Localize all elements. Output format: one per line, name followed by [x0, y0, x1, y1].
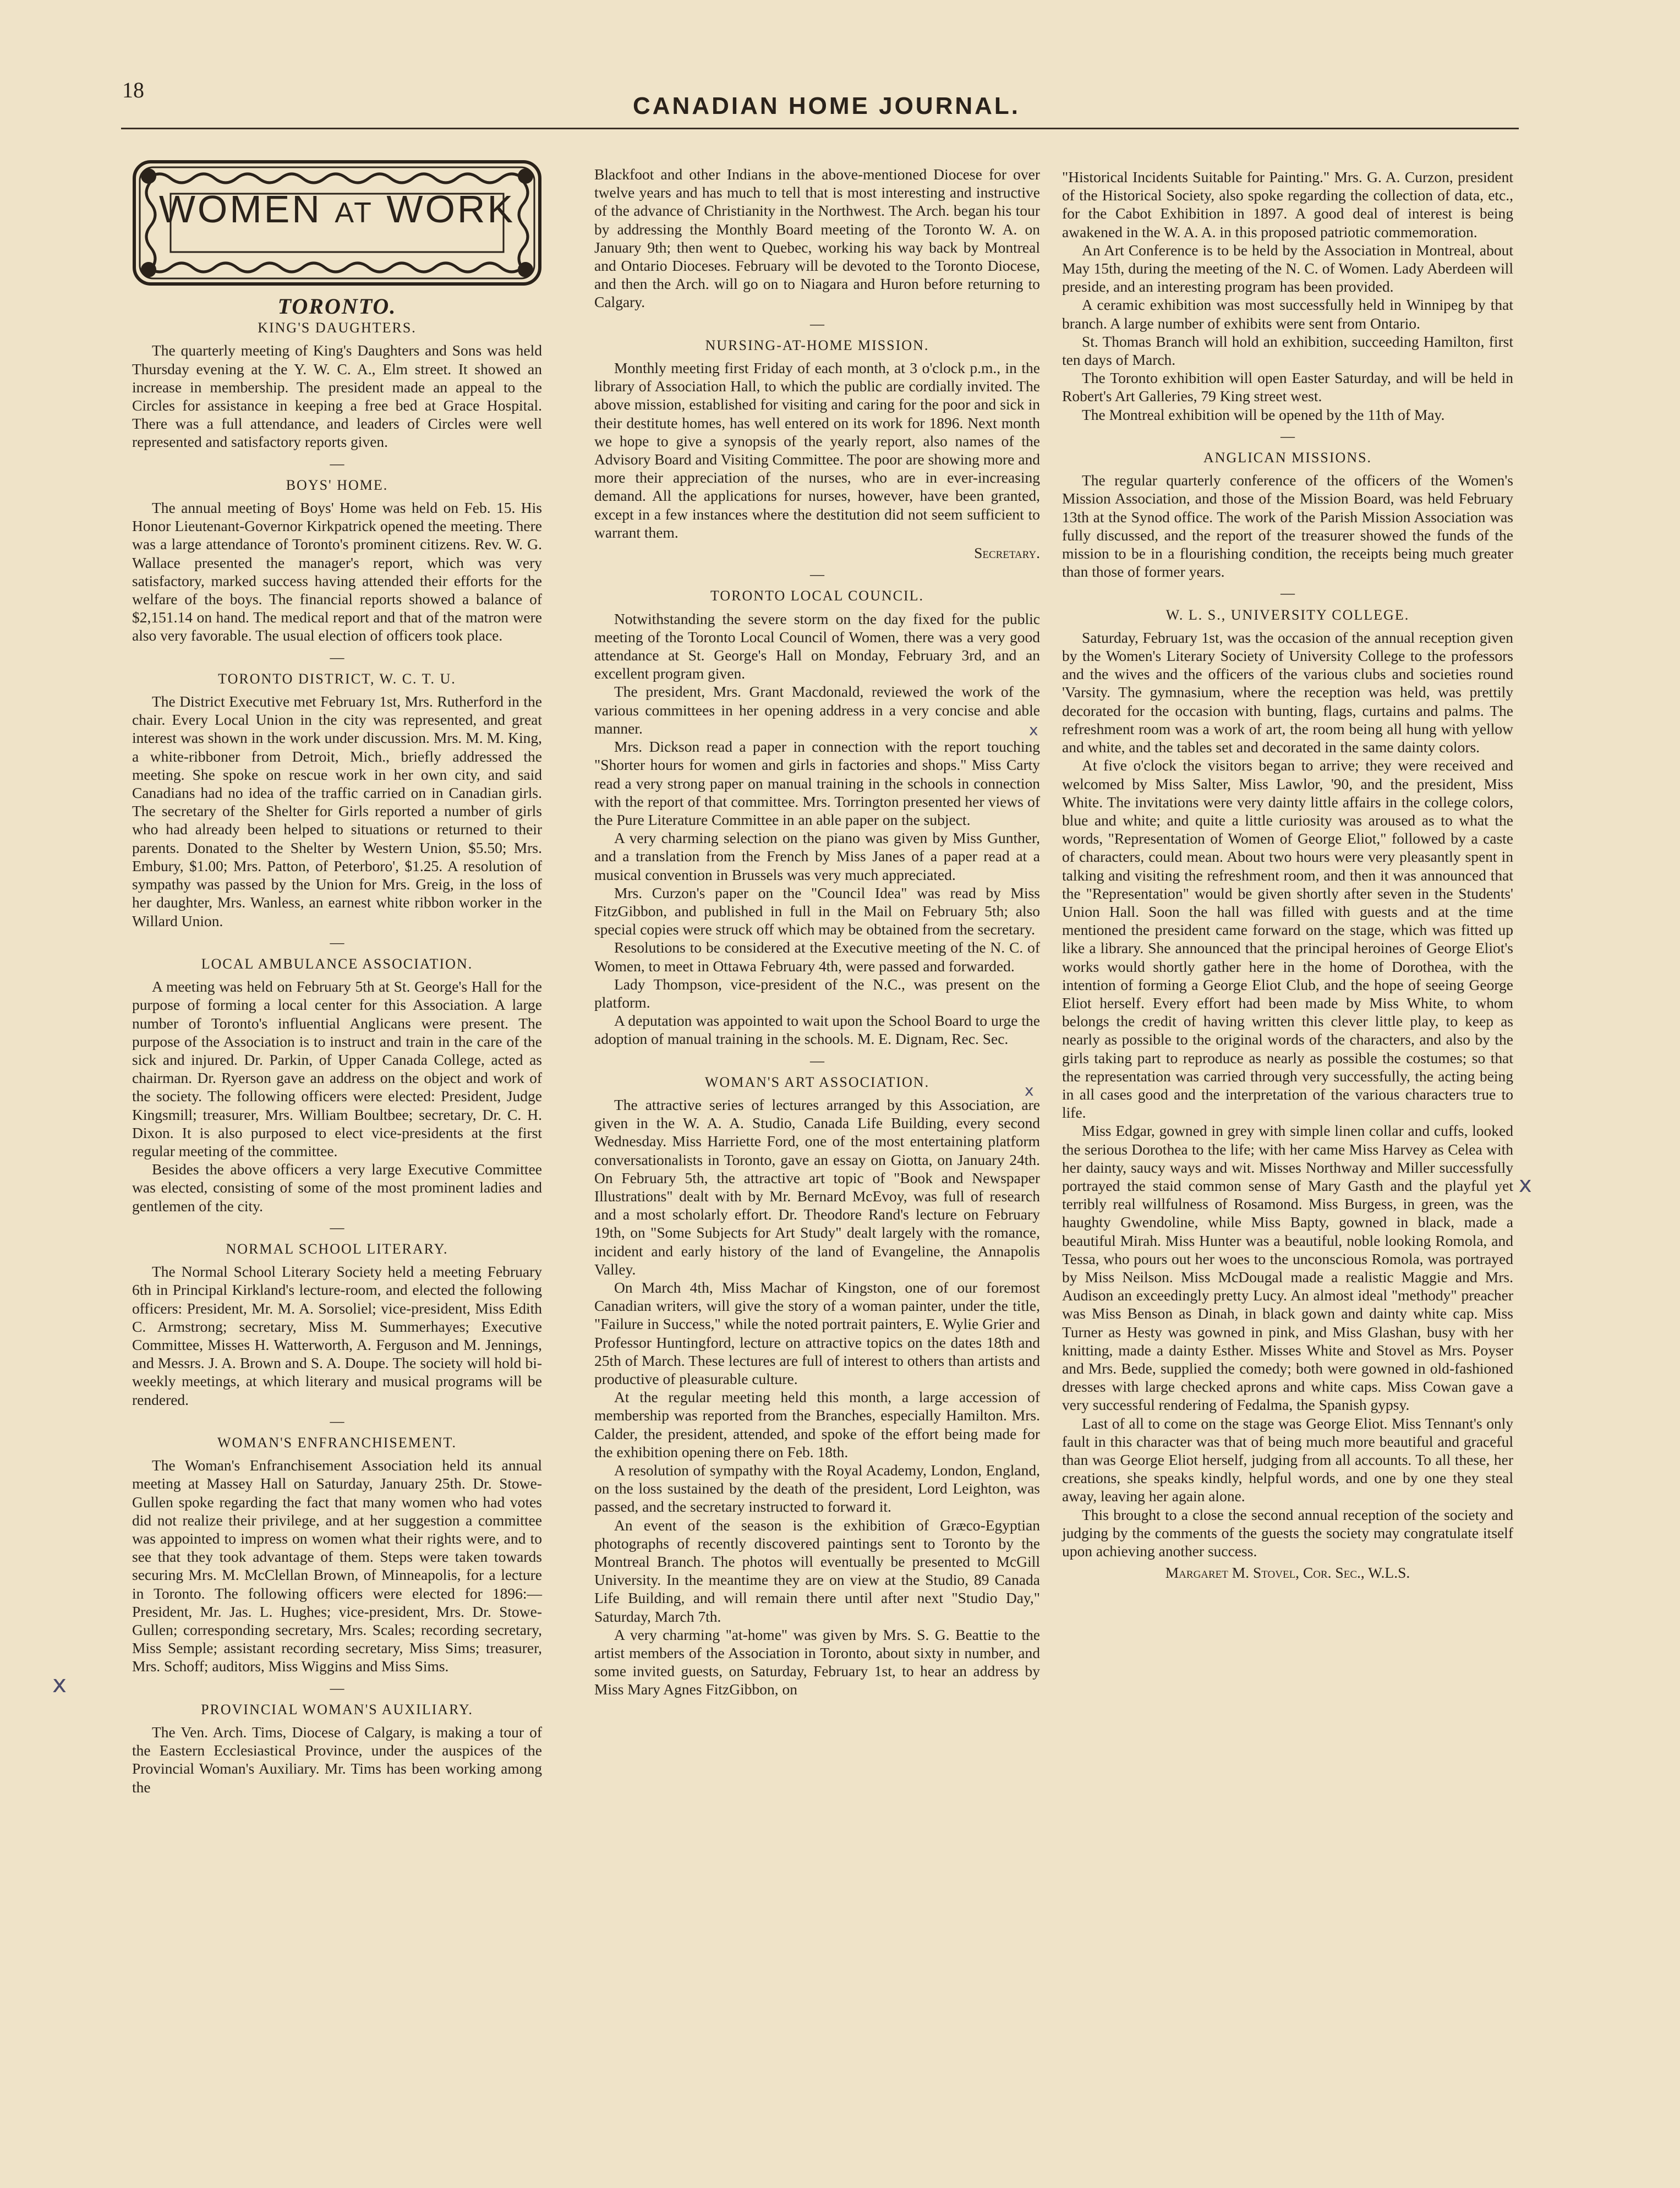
- column-2-body: [594, 165, 1040, 1699]
- city-heading: TORONTO.: [277, 294, 397, 319]
- paragraph: Resolutions to be considered at the Executive meeting of the N. C. of Women, to meet in Ottawa February 4th, were passed and forwarded.: [594, 939, 1040, 975]
- paragraph: The Normal School Literary Society held a meeting February 6th in Principal Kirkland's lecture-room, and elected the following officers: President, Mr. M. A. Sorsoliel; vice-president, Miss Edith C. Armstrong; secretary, Miss M. Summerhayes; Executive Committee, Misses H. Watterworth, A. Ferguson and M. Jennings, and Messrs. J. A. Brown and S. A. Doupe. The society will hold bi-weekly meetings, at which literary and musical programs will be rendered.: [132, 1263, 542, 1408]
- column-2: [594, 165, 1040, 1699]
- paragraph: This brought to a close the second annual reception of the society and judging by the comments of the guests the society may congratulate itself upon achieving another success.: [1062, 1506, 1513, 1560]
- paragraph: The attractive series of lectures arranged by this Association, are given in the W. A. A. Studio, Canada Life Building, every second Wednesday. Miss Harriette Ford, one of the most entertaining platform conversationalists in Toronto, gave an essay on Giotta, on January 24th. On February 5th, the attractive art topic of "Book and Newspaper Illustrations" dealt with by Mr. Bernard McEvoy, was full of research and a most scholarly effort. Dr. Theodore Rand's lecture on February 19th, on "Some Subjects for Art Study" dealt largely with the romance, incident and early history of the land of Evangeline, the Annapolis Valley.: [594, 1096, 1040, 1278]
- margin-mark: x: [1029, 721, 1038, 739]
- paragraph: A meeting was held on February 5th at St. George's Hall for the purpose of forming a local center for this Association. A large number of Toronto's influential Anglicans were present. The purpose of the Association is to instruct and train in the care of the sick and injured. Dr. Parkin, of Upper Canada College, acted as chairman. Dr. Ryerson gave an address on the object and work of the society. The following officers were elected: President, Judge Kingsmill; treasurer, Mrs. William Boultbee; secretary, Dr. C. H. Dixon. It is also purposed to elect vice-presidents at the first regular meeting of the committee.: [132, 978, 542, 1159]
- paragraph: At the regular meeting held this month, a large accession of membership was reported from the Branches, especially Hamilton. Mrs. Calder, the president, attended, and spoke of the effort being made for the exhibition opening there on Feb. 18th.: [594, 1388, 1040, 1461]
- signature: Secretary.: [974, 544, 1040, 562]
- section-heading: TORONTO DISTRICT, W. C. T. U.: [218, 670, 456, 687]
- section-divider: —: [330, 1219, 344, 1235]
- section-heading: WOMAN'S ART ASSOCIATION.: [704, 1074, 930, 1090]
- section-divider: —: [330, 1413, 344, 1429]
- section-heading: WOMAN'S ENFRANCHISEMENT.: [217, 1434, 457, 1451]
- section-divider: —: [810, 566, 824, 583]
- paragraph: Mrs. Curzon's paper on the "Council Idea" was read by Miss FitzGibbon, and published in full in the Mail on February 5th; also special copies were struck off which may be obtained from the secretary.: [594, 884, 1040, 938]
- paragraph: Lady Thompson, vice-president of the N.C., was present on the platform.: [594, 975, 1040, 1011]
- section-heading: ANGLICAN MISSIONS.: [1203, 450, 1372, 466]
- section-heading: W. L. S., UNIVERSITY COLLEGE.: [1165, 606, 1410, 623]
- section-divider: —: [330, 455, 344, 472]
- section-heading: TORONTO LOCAL COUNCIL.: [710, 588, 924, 604]
- paragraph: A resolution of sympathy with the Royal Academy, London, England, on the loss sustained by the death of the president, Lord Leighton, was passed, and the secretary instructed to forward it.: [594, 1462, 1040, 1516]
- section-heading: PROVINCIAL WOMAN'S AUXILIARY.: [201, 1701, 473, 1717]
- signature: Margaret M. Stovel, Cor. Sec., W.L.S.: [1165, 1564, 1410, 1582]
- paragraph: A very charming selection on the piano was given by Miss Gunther, and a translation from the French by Miss Janes of a paper read at a musical convention in Brussels was very much appreciated.: [594, 829, 1040, 883]
- paragraph: A ceramic exhibition was most successfully held in Winnipeg by that branch. A large number of exhibits were sent from Ontario.: [1062, 296, 1513, 332]
- paragraph: The Montreal exhibition will be opened by the 11th of May.: [1082, 406, 1445, 423]
- paragraph: Monthly meeting first Friday of each month, at 3 o'clock p.m., in the library of Association Hall, to which the public are cordially invited. The above mission, established for visiting and caring for the poor and sick in their destitute homes, has well entered on its work for 1896. Next month we hope to give a synopsis of the yearly report, also names of the Advisory Board and Visiting Committee. The poor are showing more and more their appreciation of the nurses, who are in ever-increasing demand. All the applications for nurses, however, have been granted, except in a few instances where the destitution did not seem sufficient to warrant them.: [594, 359, 1040, 541]
- paragraph: The president, Mrs. Grant Macdonald, reviewed the work of the various committees in her opening address in a very concise and able manner.: [594, 683, 1040, 737]
- paragraph: The Ven. Arch. Tims, Diocese of Calgary, is making a tour of the Eastern Ecclesiastical Province, under the auspices of the Provincial Woman's Auxiliary. Mr. Tims has been working among the: [132, 1724, 542, 1796]
- paragraph: On March 4th, Miss Machar of Kingston, one of our foremost Canadian writers, will give the story of a woman painter, under the title, "Failure in Success," while the noted portrait painters, E. Wylie Grier and Professor Huntingford, lecture on attractive topics on the dates 18th and 25th of March. These lectures are full of interest to others than artists and productive of pleasurable culture.: [594, 1278, 1040, 1387]
- column-1: [132, 160, 542, 1796]
- section-heading: NURSING-AT-HOME MISSION.: [705, 337, 929, 353]
- paragraph: The annual meeting of Boys' Home was held on Feb. 15. His Honor Lieutenant-Governor Kirkpatrick opened the meeting. There was a large attendance of Toronto's prominent citizens. Rev. W. G. Wallace presented the manager's report, which was very satisfactory, marked success having attended their efforts for the welfare of the boys. The financial reports showed a balance of $2,151.14 on hand. The medical report and that of the matron were also very favorable. The usual election of officers took place.: [132, 499, 542, 644]
- banner-title: WOMEN AT WORK: [158, 188, 516, 231]
- column-3: [1062, 168, 1513, 1582]
- paragraph: Miss Edgar, gowned in grey with simple linen collar and cuffs, looked the serious Dorothea to the life; with her came Miss Harvey as Celea with her dainty, saucy ways and wit. Misses Northway and Miller successfully portrayed the staid common sense of Mary Gasth and the playful yet terribly real willfulness of Rosamond. Miss Burgess, in green, was the haughty Gwendoline, while Miss Bapty, gowned in black, made a beautiful Mirah. Miss Hunter was a beautiful, noble looking Romola, and Tessa, who pours out her woes to the unconscious Romola, was portrayed by Miss Neilson. Miss McDougal made a realistic Maggie and Mrs. Audison an exceedingly pretty Lucy. An almost ideal "methody" preacher was Miss Benson as Dinah, in black gown and dainty white cap. Miss Turner as Hesty was gowned in pink, and Miss Glashan, busy with her knitting, made a dainty Esther. Misses White and Stovel as Mrs. Poyser and Mrs. Bede, supplied the comedy; both were gowned in old-fashioned dresses with large checked aprons and white caps. Miss Cowan gave a very successful rendering of Fedalma, the Spanish gypsy.: [1062, 1122, 1513, 1414]
- section-divider: —: [810, 315, 824, 332]
- paragraph: A very charming "at-home" was given by Mrs. S. G. Beattie to the artist members of the Association in Toronto, about sixty in number, and some invited guests, on Saturday, February 1st, to hear an address by Miss Mary Agnes FitzGibbon, on: [594, 1626, 1040, 1698]
- header-rule: [121, 128, 1519, 129]
- section-heading: BOYS' HOME.: [286, 477, 388, 493]
- margin-mark: x: [1025, 1081, 1034, 1100]
- column-1-body: [132, 319, 542, 1796]
- paragraph: An Art Conference is to be held by the Association in Montreal, about May 15th, during the meeting of the N. C. of Women. Lady Aberdeen will preside, and an interesting program has been provided.: [1062, 241, 1513, 296]
- section-divider: —: [330, 1680, 344, 1696]
- section-heading: LOCAL AMBULANCE ASSOCIATION.: [201, 955, 473, 972]
- section-heading: NORMAL SCHOOL LITERARY.: [226, 1240, 448, 1257]
- women-at-work-banner: [132, 160, 542, 286]
- margin-mark: x: [1519, 1172, 1532, 1197]
- paragraph: Notwithstanding the severe storm on the day fixed for the public meeting of the Toronto Local Council of Women, there was a very good attendance at St. George's Hall on Monday, February 3rd, and an excellent program given.: [594, 610, 1040, 682]
- section-divider: —: [810, 1052, 824, 1069]
- section-divider: —: [1280, 585, 1295, 601]
- margin-mark: x: [52, 1670, 67, 1698]
- page-number: 18: [122, 78, 144, 102]
- section-divider: —: [330, 934, 344, 950]
- section-divider: —: [330, 649, 344, 665]
- paragraph: The regular quarterly conference of the officers of the Women's Mission Association, and those of the Mission Board, was held February 13th at the Synod office. The work of the Parish Mission Association was fully discussed, and the report of the treasurer showed the funds of the mission to be in a flourishing condition, the receipts being much greater than those of former years.: [1062, 472, 1513, 581]
- paragraph: The Toronto exhibition will open Easter Saturday, and will be held in Robert's Art Galleries, 79 King street west.: [1062, 369, 1513, 405]
- column-3-body: [1062, 168, 1513, 1582]
- paragraph: The Woman's Enfranchisement Association held its annual meeting at Massey Hall on Saturday, January 25th. Dr. Stowe-Gullen spoke regarding the fact that many women who had votes did not realize their privilege, and at her suggestion a committee was appointed to impress on women what their rights were, and to see that they took advantage of them. Steps were taken towards securing Mrs. M. McClellan Brown, of Minneapolis, for a lecture in Toronto. The following officers were elected for 1896:—President, Mr. Jas. L. Hughes; vice-president, Mrs. Dr. Stowe-Gullen; corresponding secretary, Mrs. Scales; recording secretary, Miss Semple; assistant recording secretary, Miss Sims; treasurer, Mrs. Schoff; auditors, Miss Wiggins and Miss Sims.: [132, 1457, 542, 1675]
- paragraph: A deputation was appointed to wait upon the School Board to urge the adoption of manual training in the schools. M. E. Dignam, Rec. Sec.: [594, 1012, 1040, 1048]
- paragraph: The District Executive met February 1st, Mrs. Rutherford in the chair. Every Local Union in the city was represented, and great interest was shown in the work under discussion. Mrs. M. M. King, a white-ribboner from Detroit, Mich., briefly addressed the meeting. She spoke on rescue work in her own city, and said Canadians had no idea of the traffic carried on in Canadian girls. The secretary of the Shelter for Girls reported a number of girls who had already been helped to situations or returned to their parents. Donated to the Shelter by Western Union, $5.50; Mrs. Embury, $1.00; Mrs. Patton, of Peterboro', $1.25. A resolution of sympathy was passed by the Union for Mrs. Greig, in the loss of her daughter, Mrs. Wanless, an earnest white ribbon worker in the Willard Union.: [132, 693, 542, 929]
- paragraph: St. Thomas Branch will hold an exhibition, succeeding Hamilton, first ten days of March.: [1062, 332, 1513, 369]
- paragraph: Last of all to come on the stage was George Eliot. Miss Tennant's only fault in this character was that of being much more beautiful and graceful than was George Eliot herself, judging from all accounts. To all these, her creations, she speaks kindly, helpful words, and one by one they steal away, leaving her again alone.: [1062, 1414, 1513, 1505]
- paragraph: Besides the above officers a very large Executive Committee was elected, consisting of some of the most prominent ladies and gentlemen of the city.: [132, 1161, 542, 1215]
- paragraph: "Historical Incidents Suitable for Painting." Mrs. G. A. Curzon, president of the Historical Society, also spoke regarding the collection of data, etc., for the Cabot Exhibition in 1897. A good deal of interest is being awakened in the W. A. A. in this proposed patriotic commemoration.: [1062, 168, 1513, 240]
- paragraph: The quarterly meeting of King's Daughters and Sons was held Thursday evening at the Y. W. C. A., Elm street. It showed an increase in membership. The president made an appeal to the Circles for assistance in keeping a free bed at Grace Hospital. There was a full attendance, and leaders of Circles were well represented and satisfactory reports given.: [132, 342, 542, 451]
- section-divider: —: [1280, 428, 1295, 444]
- paragraph: At five o'clock the visitors began to arrive; they were received and welcomed by Miss Salter, Miss Lawlor, '90, and the president, Miss White. The invitations were very dainty little affairs in the college colors, blue and white; and quite a little curiosity was aroused as to what the words, "Representation of Women of George Eliot," followed by a caste of characters, could mean. About two hours were very pleasantly spent in talking and visiting the refreshment room, and then it was announced that the "Representation" would be given shortly after seven in the Students' Union Hall. Soon the hall was filled with guests and at the time mentioned the president came forward on the stage, which was fitted up like a library. She announced that the principal heroines of George Eliot's works would shortly gather here in the home of Dorothea, with the intention of forming a George Eliot Club, and the hope of seeing George Eliot herself. Every effort had been made by Miss White, to whom belongs the credit of having written this clever little play, to keep as nearly as possible to the original words of the characters, and also by the girls taking part to reproduce as nearly as possible the costumes; so that the representation was carried through very successfully, the acting being in all cases good and the interpretation of the various characters true to life.: [1062, 757, 1513, 1122]
- section-heading: KING'S DAUGHTERS.: [258, 320, 417, 336]
- paragraph: Blackfoot and other Indians in the above-mentioned Diocese for over twelve years and has much to tell that is most interesting and instructive of the advance of Christianity in the Northwest. The Arch. began his tour by addressing the Monthly Board meeting of the Toronto W. A. on January 9th; then went to Quebec, working his way back by Montreal and Ontario Dioceses. February will be devoted to the Toronto Diocese, and then the Arch. will go on to Niagara and Huron before returning to Calgary.: [594, 166, 1040, 311]
- paragraph: An event of the season is the exhibition of Græco-Egyptian photographs of recently discovered paintings sent to Toronto by the Montreal Branch. The photos will eventually be presented to McGill University. In the meantime they are on view at the Studio, 89 Canada Life Building, and will remain there until after next "Studio Day," Saturday, March 7th.: [594, 1516, 1040, 1625]
- running-title: CANADIAN HOME JOURNAL.: [633, 92, 1020, 119]
- paragraph: Mrs. Dickson read a paper in connection with the report touching "Shorter hours for women and girls in factories and shops." Miss Carty read a very strong paper on manual training in the schools in connection with the report of that committee. Mrs. Torrington presented her views of the Pure Literature Committee in an able paper on the subject.: [594, 738, 1040, 828]
- paragraph: Saturday, February 1st, was the occasion of the annual reception given by the Women's Literary Society of University College to the professors and the wives and the officers of the various clubs and societies round 'Varsity. The gymnasium, where the reception was held, was prettily decorated for the occasion with bunting, flags, curtains and palms. The refreshment room was a work of art, the room being all hung with yellow and white, and the tables set and decorated in the same dainty colors.: [1062, 628, 1513, 756]
